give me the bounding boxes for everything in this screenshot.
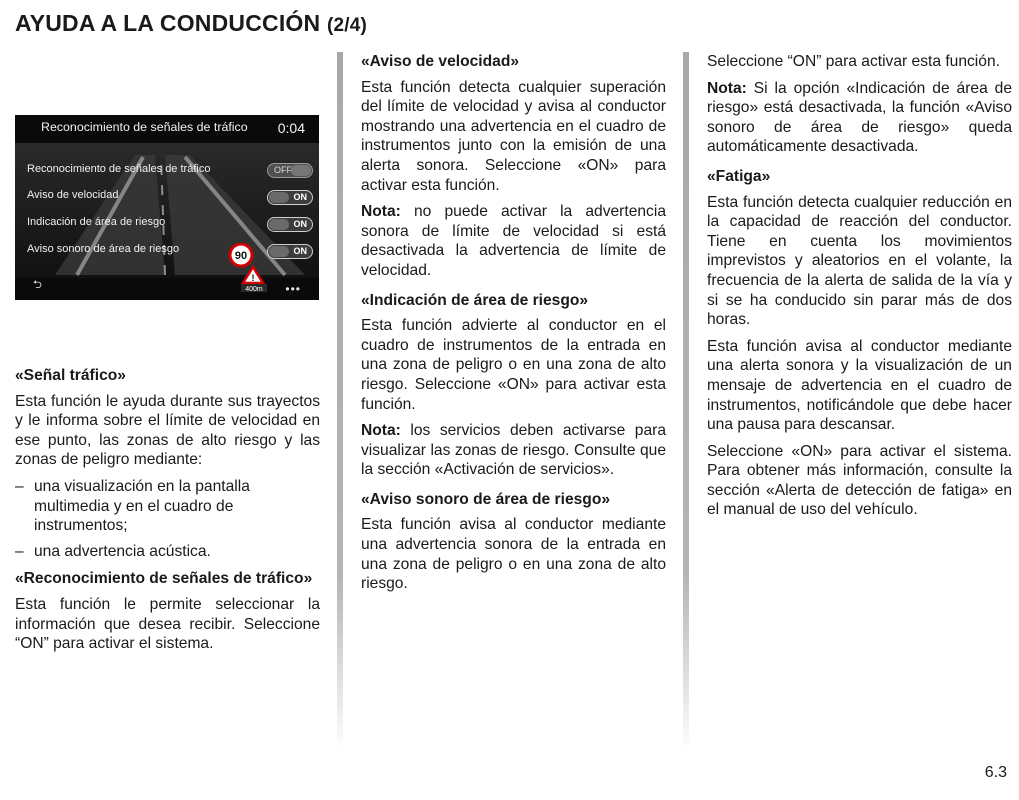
heading-fatiga: «Fatiga» — [707, 167, 771, 185]
toggle-label: ON — [293, 219, 307, 229]
more-dots-icon[interactable]: ••• — [285, 282, 301, 296]
note-text: Si la opción «Indicación de área de riesgo» está desactivada, la función «Aviso sonoro de área de riesgo» queda automáticamente desactivada. — [707, 79, 1012, 156]
toggle-label: ON — [293, 192, 307, 202]
toggle-knob — [291, 165, 311, 176]
toggle-knob — [269, 246, 289, 257]
heading-senal-trafico: «Señal tráfico» — [15, 367, 126, 384]
list-item-text: una advertencia acústica. — [34, 542, 211, 560]
column-divider — [683, 52, 689, 752]
note-aviso-velocidad — [361, 202, 666, 280]
page-title-text: AYUDA A LA CONDUCCIÓN — [15, 10, 321, 36]
paragraph-indicacion-area: Esta función advierte al conductor en el cuadro de instrumentos de la entrada en una zona de peligro o en una zona de alto riesgo. Seleccione «ON» para activar esta función. — [361, 317, 666, 413]
list-item: – una advertencia acústica. — [15, 542, 211, 560]
paragraph-aviso-velocidad: Esta función detecta cualquier superación del límite de velocidad y avisa al conductor mostrando una advertencia en el cuadro de instrumentos junto con la emisión de una alerta sonora. Seleccione «ON» para activar esta función. — [361, 78, 666, 194]
toggle-knob — [269, 219, 289, 230]
paragraph-aviso-sonoro: Esta función avisa al conductor mediante una advertencia sonora de la entrada en una zona de peligro o en una zona de alto riesgo. — [361, 516, 666, 593]
list-item-text: una visualización en la pantalla multimedia y en el cuadro de instrumentos; — [34, 477, 250, 535]
note-label: Nota: — [361, 422, 401, 440]
screen-row-label: Indicación de área de riesgo — [27, 216, 166, 228]
screen-time: 0:04 — [277, 120, 305, 136]
note-text: los servicios deben activarse para visualizar las zonas de riesgo. Consulte que la sección «Activación de servicios». — [361, 422, 666, 479]
paragraph-fatiga-2: Esta función avisa al conductor mediante una alerta sonora y la visualización de un mensaje de advertencia en el cuadro de instrumentos, notificándole que debe hacer una pausa para descansar. — [707, 337, 1012, 434]
paragraph-fatiga-1: Esta función detecta cualquier reducción en la capacidad de reacción del conductor. Tiene en cuenta los movimientos imprevistos y aleatorios en el volante, la frecuencia de la alerta de salida de la vía y si se ha conducido sin parar más de dos horas. — [707, 193, 1012, 329]
toggle-indicacion-area[interactable] — [267, 217, 313, 232]
toggle-reconocimiento[interactable] — [267, 163, 313, 178]
back-arrow-icon[interactable]: ⮌ — [33, 279, 42, 291]
column-3 — [707, 52, 1012, 527]
note-indicacion-area — [361, 421, 666, 480]
column-2 — [361, 52, 666, 601]
distance-label: 400m — [245, 286, 263, 293]
column-1 — [15, 366, 320, 661]
toggle-aviso-sonoro[interactable] — [267, 244, 313, 259]
paragraph-seleccione-on: Seleccione “ON” para activar esta función. — [707, 53, 1000, 70]
heading-aviso-sonoro: «Aviso sonoro de área de riesgo» — [361, 490, 611, 508]
toggle-aviso-velocidad[interactable] — [267, 190, 313, 205]
screen-row-label: Aviso de velocidad — [27, 189, 119, 201]
bullet-list — [15, 477, 320, 561]
list-item: – una visualización en la pantalla multimedia y en el cuadro de instrumentos; — [15, 477, 250, 535]
note-label: Nota: — [361, 203, 401, 221]
page-number: 6.3 — [984, 764, 1007, 781]
paragraph-reconocimiento: Esta función le permite seleccionar la información que desea recibir. Seleccione “ON” para activar el sistema. — [15, 595, 320, 653]
paragraph-senal-trafico: Esta función le ayuda durante sus trayectos y le informa sobre el límite de velocidad en ese punto, las zonas de alto riesgo y las zonas de peligro mediante: — [15, 392, 320, 469]
road-background — [15, 115, 319, 300]
note-riesgo — [707, 79, 1012, 157]
note-label: Nota: — [707, 79, 747, 97]
speed-limit-sign-icon — [227, 243, 267, 293]
screen-row-label: Reconocimiento de señales de tráfico — [27, 163, 211, 175]
heading-reconocimiento: «Reconocimiento de señales de tráfico» — [15, 570, 313, 588]
page-title — [15, 10, 367, 37]
toggle-label: OFF — [274, 165, 292, 175]
column-divider — [337, 52, 343, 752]
paragraph-fatiga-3: Seleccione «ON» para activar el sistema. Para obtener más información, consulte la sección «Alerta de detección de fatiga» en el manual de uso del vehículo. — [707, 442, 1012, 519]
heading-indicacion-area: «Indicación de área de riesgo» — [361, 291, 589, 309]
svg-text:!: ! — [251, 273, 255, 283]
screen-title: Reconocimiento de señales de tráfico — [41, 120, 248, 134]
page-part: (2/4) — [326, 15, 368, 36]
screen-row-label: Aviso sonoro de área de riesgo — [27, 243, 180, 255]
note-text: no puede activar la advertencia sonora de límite de velocidad si está desactivada la advertencia de límite de velocidad. — [361, 203, 666, 279]
toggle-knob — [269, 192, 289, 203]
speed-limit-value: 90 — [234, 250, 248, 262]
toggle-label: ON — [293, 246, 307, 256]
multimedia-screen — [15, 115, 319, 300]
heading-aviso-velocidad: «Aviso de velocidad» — [361, 53, 520, 70]
